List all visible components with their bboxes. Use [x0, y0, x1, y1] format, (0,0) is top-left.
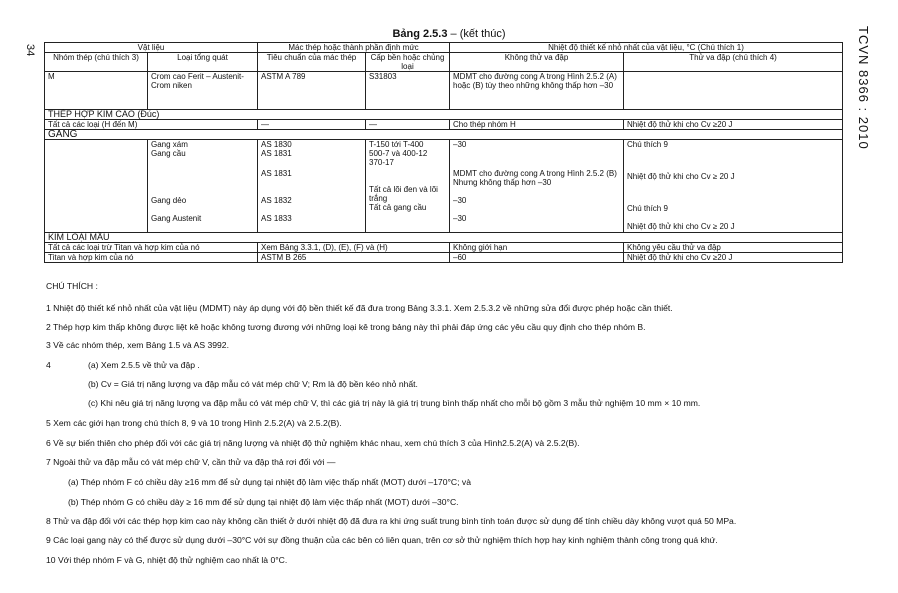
table-row-gang-block	[45, 140, 843, 233]
gang-no-impact: –30	[453, 140, 467, 149]
gang-type-spacer	[151, 205, 254, 214]
note-4a: (a) Xem 2.5.5 về thử va đập .	[88, 360, 200, 370]
gang-no-impact-spacer	[453, 149, 620, 169]
header-khong-thu: Không thử va đập	[450, 53, 624, 72]
cell-label: Tất cả các loại trừ Titan và hợp kim của nó	[45, 243, 258, 253]
cell-general-type: Crom cao Ferit – Austenit- Crom niken	[148, 72, 258, 110]
cell-no-impact: MDMT cho đường cong A trong Hình 2.5.2 (A) hoặc (B) tùy theo những không thấp hơn –30	[450, 72, 624, 110]
section-kim-loai-label: KIM LOẠI MẦU	[45, 233, 843, 243]
section-gang-label: GANG	[45, 130, 843, 140]
gang-impact-spacer	[627, 181, 839, 204]
header-cap-ben: Cấp bền hoặc chủng loại	[366, 53, 450, 72]
gang-grade: T-150 tới T-400	[369, 140, 424, 149]
gang-no-impact: –30	[453, 196, 467, 205]
gang-grade: 370-17	[369, 158, 394, 167]
cell-no-impact: Cho thép nhóm H	[450, 120, 624, 130]
gang-impact: Nhiệt độ thử khi cho Cv ≥ 20 J	[627, 172, 735, 181]
cell-group: M	[45, 72, 148, 110]
table-title-bold: Bảng 2.5.3	[392, 28, 448, 40]
cell-gang-group	[45, 140, 148, 233]
cell-no-impact: –60	[450, 253, 624, 263]
cell-standard: ASTM A 789	[258, 72, 366, 110]
section-gang	[45, 130, 843, 140]
gang-grade: Tất cả gang cầu	[369, 203, 427, 212]
gang-type-xam: Gang xám	[151, 140, 188, 149]
section-high-alloy-label: THÉP HỢP KIM CAO (Đúc)	[45, 110, 843, 120]
cell-label: Titan và hợp kim của nó	[45, 253, 258, 263]
gang-grade-spacer	[369, 167, 446, 185]
gang-standard: AS 1833	[261, 214, 292, 223]
gang-grade: Tất cả lõi đen và lõi trắng	[369, 185, 438, 203]
gang-standard-spacer	[261, 178, 362, 196]
gang-no-impact-spacer	[453, 187, 620, 196]
table-row-high-alloy	[45, 120, 843, 130]
note-9: 9 Các loại gang này có thể được sử dụng dưới –30°C với sự đồng thuận của các bên có liên quan, trên cơ sở thử nghiệm thích hợp hay kinh nghiệm thành công trong quá khứ.	[46, 535, 718, 545]
cell-grade: S31803	[366, 72, 450, 110]
note-6: 6 Về sự biến thiên cho phép đối với các giá trị năng lượng và nhiệt độ thử nghiệm khác nhau, xem chú thích 3 của Hình2.5.2(A) và 2.5.2(B).	[46, 438, 580, 448]
note-8: 8 Thử va đập đối với các thép hợp kim cao này không cần thiết ở dưới nhiệt độ đã đưa ra khi ứng suất trung bình tính toán được sử dụng để tính chiều dày không vượt quá 50 MPa.	[46, 516, 737, 526]
gang-type-spacer	[151, 158, 254, 196]
note-10: 10 Với thép nhóm F và G, nhiệt độ thử nghiệm cao nhất là 0°C.	[46, 555, 288, 565]
gang-no-impact: MDMT cho đường cong A trong Hình 2.5.2 (B) Nhưng không thấp hơn –30	[453, 169, 617, 187]
header-vat-lieu: Vật liệu	[45, 43, 258, 53]
note-7b: (b) Thép nhóm G có chiều dày ≥ 16 mm để sử dụng tại nhiệt độ làm việc thấp nhất (MOT) dưới –30°C.	[68, 497, 459, 507]
gang-standard: AS 1830	[261, 140, 292, 149]
cell-grade: —	[366, 120, 450, 130]
cell-gang-types	[148, 140, 258, 233]
cell-gang-impact	[624, 140, 843, 233]
cell-label: Tất cả các loại (H đến M)	[45, 120, 258, 130]
table-row-kim-loai	[45, 243, 843, 253]
gang-standard-spacer	[261, 205, 362, 214]
material-temperature-table	[44, 42, 843, 263]
gang-type-cau: Gang cầu	[151, 149, 186, 158]
note-4-number: 4	[46, 360, 51, 370]
gang-standard: AS 1831	[261, 149, 292, 158]
gang-standard: AS 1831	[261, 169, 292, 178]
header-thu-va-dap: Thử va đập (chú thích 4)	[624, 53, 843, 72]
cell-no-impact: Không giới hạn	[450, 243, 624, 253]
gang-standard: AS 1832	[261, 196, 292, 205]
table-row-kim-loai	[45, 253, 843, 263]
gang-standard-spacer	[261, 158, 362, 169]
cell-standard: —	[258, 120, 366, 130]
gang-type-austenit: Gang Austenit	[151, 214, 202, 223]
header-loai-tong-quat: Loại tổng quát	[148, 53, 258, 72]
cell-impact: Nhiệt độ thử khi cho Cv ≥20 J	[624, 253, 843, 263]
gang-impact: Chú thích 9	[627, 204, 668, 213]
table-title	[0, 28, 898, 40]
note-4c: (c) Khi nêu giá trị năng lượng va đập mẫu có vát mép chữ V, thì các giá trị này là giá trị trung bình thấp nhất cho mỗi bộ gồm 3 mẫu thử nghiệm 10 mm × 10 mm.	[88, 398, 701, 408]
section-high-alloy	[45, 110, 843, 120]
cell-gang-no-impact	[450, 140, 624, 233]
gang-no-impact: –30	[453, 214, 467, 223]
table-title-rest: – (kết thúc)	[447, 28, 506, 40]
cell-gang-standards	[258, 140, 366, 233]
gang-no-impact-spacer	[453, 205, 620, 214]
cell-gang-grades	[366, 140, 450, 233]
note-7: 7 Ngoài thử va đập mẫu có vát mép chữ V, cần thử va đập thả rơi đối với —	[46, 457, 336, 467]
gang-impact-spacer	[627, 149, 839, 172]
note-4b: (b) Cv = Giá trị năng lượng va đập mẫu có vát mép chữ V; Rm là độ bền kéo nhỏ nhất.	[88, 379, 418, 389]
standard-code: TCVN 8366 : 2010	[856, 26, 871, 150]
gang-type-deo: Gang dẻo	[151, 196, 187, 205]
note-3: 3 Về các nhóm thép, xem Bảng 1.5 và AS 3992.	[46, 340, 229, 350]
header-mac-thep: Mác thép hoặc thành phần định mức	[258, 43, 450, 53]
note-2: 2 Thép hợp kim thấp không được liệt kê hoặc không tương đương với những loại kê trong bảng này thì phải đáp ứng các yêu cầu quy định cho thép nhóm B.	[46, 322, 646, 332]
cell-impact: Nhiệt độ thử khi cho Cv ≥20 J	[624, 120, 843, 130]
header-row-2	[45, 53, 843, 72]
page-number: 34	[24, 44, 36, 57]
notes-heading: CHÚ THÍCH :	[46, 281, 98, 291]
cell-impact: Không yêu cầu thử va đập	[624, 243, 843, 253]
header-nhiet-do: Nhiệt độ thiết kế nhỏ nhất của vật liệu, °C (Chú thích 1)	[450, 43, 843, 53]
gang-impact: Nhiệt độ thử khi cho Cv ≥ 20 J	[627, 222, 735, 231]
table-row-m	[45, 72, 843, 110]
header-nhom-thep: Nhóm thép (chú thích 3)	[45, 53, 148, 72]
note-7a: (a) Thép nhóm F có chiều dày ≥16 mm để sử dụng tại nhiệt độ làm việc thấp nhất (MOT) dưới –170°C; và	[68, 477, 471, 487]
gang-impact: Chú thích 9	[627, 140, 668, 149]
gang-grade: 500-7 và 400-12	[369, 149, 428, 158]
gang-impact-spacer	[627, 213, 839, 222]
cell-impact	[624, 72, 843, 110]
note-5: 5 Xem các giới hạn trong chú thích 8, 9 và 10 trong Hình 2.5.2(A) và 2.5.2(B).	[46, 418, 342, 428]
header-row-1	[45, 43, 843, 53]
section-kim-loai	[45, 233, 843, 243]
note-1: 1 Nhiệt độ thiết kế nhỏ nhất của vật liệu (MDMT) này áp dụng với độ bền thiết kế đã đưa trong Bảng 3.3.1. Xem 2.5.3.2 về những sửa đổi được phép hoặc cần thiết.	[46, 303, 673, 313]
cell-standard: Xem Bảng 3.3.1, (D), (E), (F) và (H)	[258, 243, 450, 253]
header-tieu-chuan: Tiêu chuẩn của mác thép	[258, 53, 366, 72]
cell-standard: ASTM B 265	[258, 253, 450, 263]
